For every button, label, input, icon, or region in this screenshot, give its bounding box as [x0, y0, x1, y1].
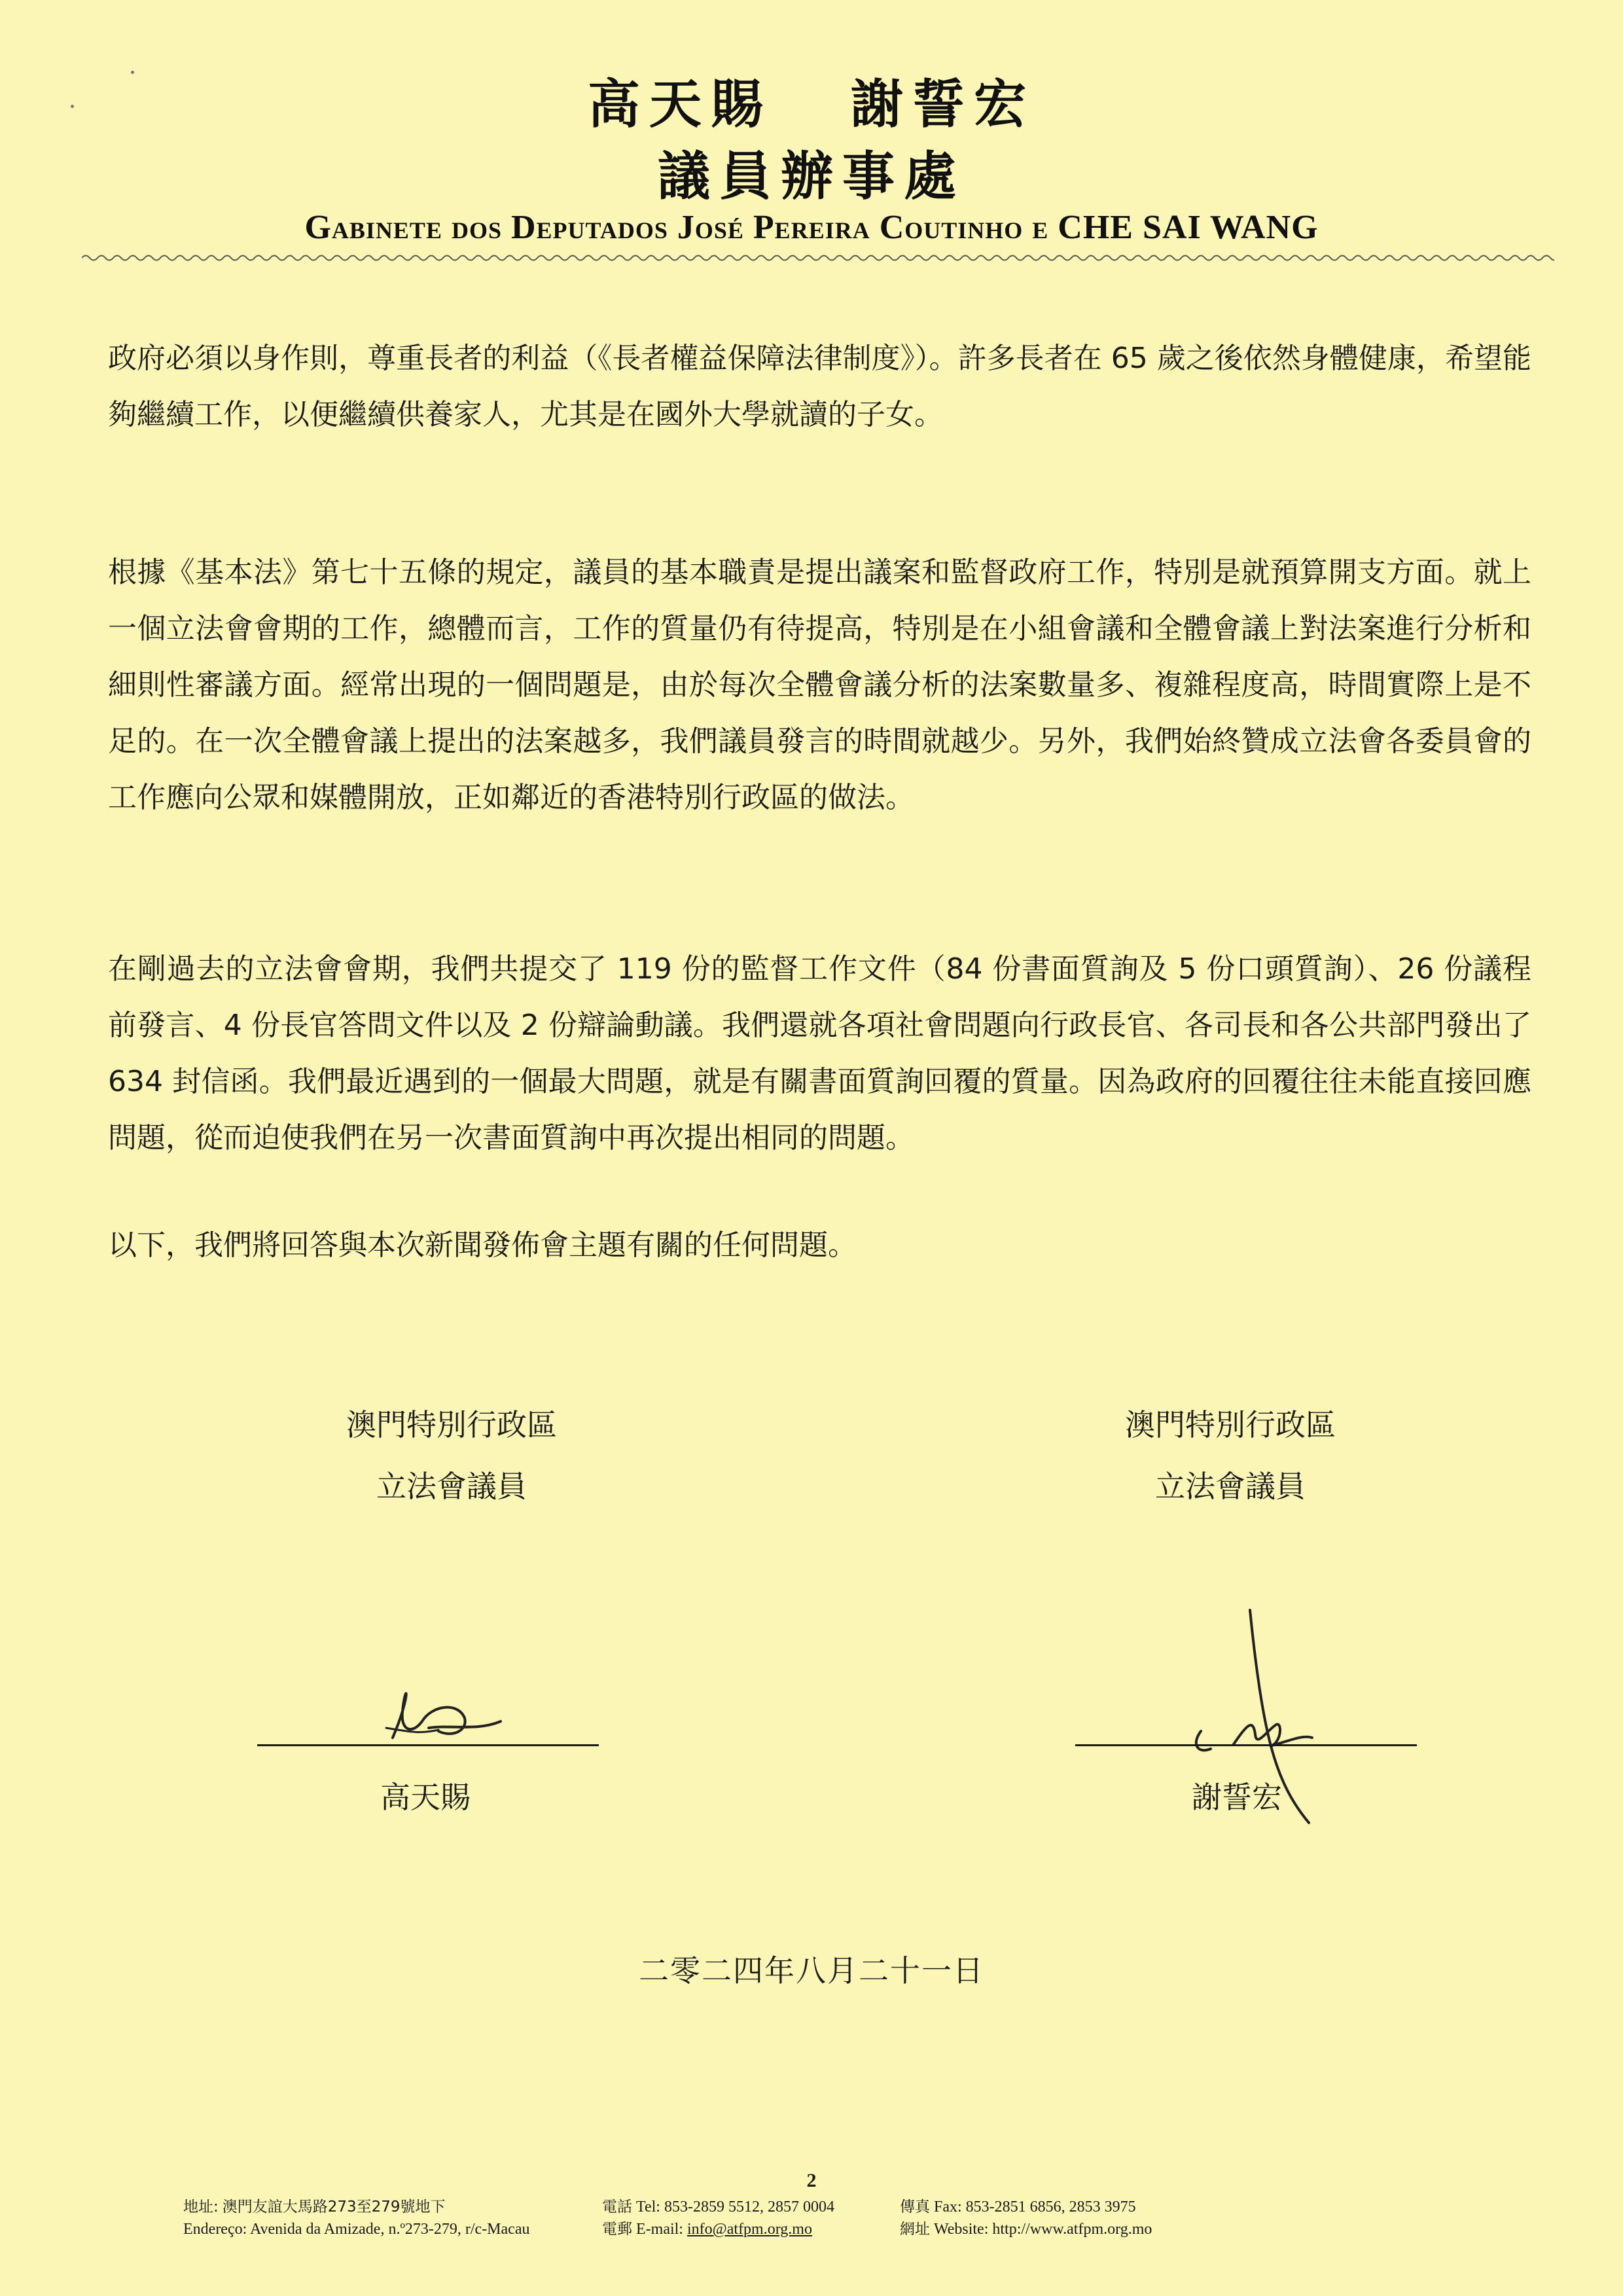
letterhead-office: 議員辦事處	[658, 146, 965, 207]
footer-web	[900, 2196, 1152, 2240]
signatory-name-right: 謝誓宏	[1192, 1780, 1282, 1815]
footer-contact	[602, 2196, 834, 2240]
phone-label: 電話	[602, 2198, 632, 2215]
letterhead-office-latin: Gabinete dos Deputados José Pereira Coutinho e CHE SAI WANG	[304, 209, 1319, 246]
role-label: 立法會議員	[376, 1469, 527, 1504]
web-label: 網址	[900, 2221, 930, 2238]
signatory-name-left: 高天賜	[380, 1780, 471, 1815]
region-label: 澳門特別行政區	[1125, 1407, 1336, 1443]
email-label: 電郵	[602, 2221, 632, 2238]
address-pt-label: Endereço:	[183, 2221, 247, 2238]
header-wave-divider	[82, 251, 1554, 264]
name-che-sai-wang: 謝誓宏	[851, 74, 1035, 135]
paragraph-elderly-rights: 政府必須以身作則，尊重長者的利益（《長者權益保障法律制度》）。許多長者在 65 歲之後依然身體健康，希望能夠繼續工作，以便繼續供養家人，尤其是在國外大學就讀的子女。	[108, 342, 1531, 431]
signature-block-left	[301, 1394, 602, 1517]
page-number: 2	[806, 2170, 817, 2191]
region-label: 澳門特別行政區	[346, 1407, 557, 1443]
phone-numbers: Tel: 853-2859 5512, 2857 0004	[636, 2198, 834, 2215]
signature-line-right	[1075, 1744, 1417, 1746]
letterhead-names	[0, 62, 1623, 137]
signature-block-right	[1080, 1394, 1381, 1517]
fax-label: 傳真	[900, 2198, 930, 2215]
paragraph-session-summary: 在剛過去的立法會會期，我們共提交了 119 份的監督工作文件（84 份書面質詢及 5 份口頭質詢）、26 份議程前發言、4 份長官答問文件以及 2 份辯論動議。我們還就各項社會問題向行政長官、各司長和各公共部門發出了 634 封信函。我們最近遇到的一個最大問題，就是有關書面質詢回覆的質量。因為政府的回覆往往未能直接回應問題，從而迫使我們在另一次書面質詢中再次提出相同的問題。	[108, 952, 1531, 1155]
address-label: 地址:	[183, 2198, 219, 2215]
letter-date: 二零二四年八月二十一日	[639, 1953, 984, 1988]
email-prefix: E-mail:	[636, 2221, 683, 2238]
address-zh: 澳門友誼大馬路273至279號地下	[222, 2198, 446, 2215]
email-link[interactable]: info@atfpm.org.mo	[687, 2221, 812, 2238]
handwritten-signature-left	[366, 1666, 510, 1751]
paragraph-basic-law: 根據《基本法》第七十五條的規定，議員的基本職責是提出議案和監督政府工作，特別是就預算開支方面。就上一個立法會會期的工作，總體而言，工作的質量仍有待提高，特別是在小組會議和全體會議上對法案進行分析和細則性審議方面。經常出現的一個問題是，由於每次全體會議分析的法案數量多、複雜程度高，時間實際上是不足的。在一次全體會議上提出的法案越多，我們議員發言的時間就越少。另外，我們始終贊成立法會各委員會的工作應向公眾和媒體開放，正如鄰近的香港特別行政區的做法。	[108, 556, 1531, 814]
fax-numbers: Fax: 853-2851 6856, 2853 3975	[934, 2198, 1136, 2215]
footer-address	[183, 2196, 529, 2240]
signature-line-left	[257, 1744, 599, 1746]
website-link[interactable]: Website: http://www.atfpm.org.mo	[934, 2221, 1152, 2238]
role-label: 立法會議員	[1155, 1469, 1306, 1504]
paragraph-closing: 以下，我們將回答與本次新聞發佈會主題有關的任何問題。	[108, 1229, 857, 1262]
name-kou-tin-chi: 高天賜	[588, 74, 772, 135]
address-pt: Avenida da Amizade, n.º273-279, r/c-Macau	[249, 2221, 530, 2238]
